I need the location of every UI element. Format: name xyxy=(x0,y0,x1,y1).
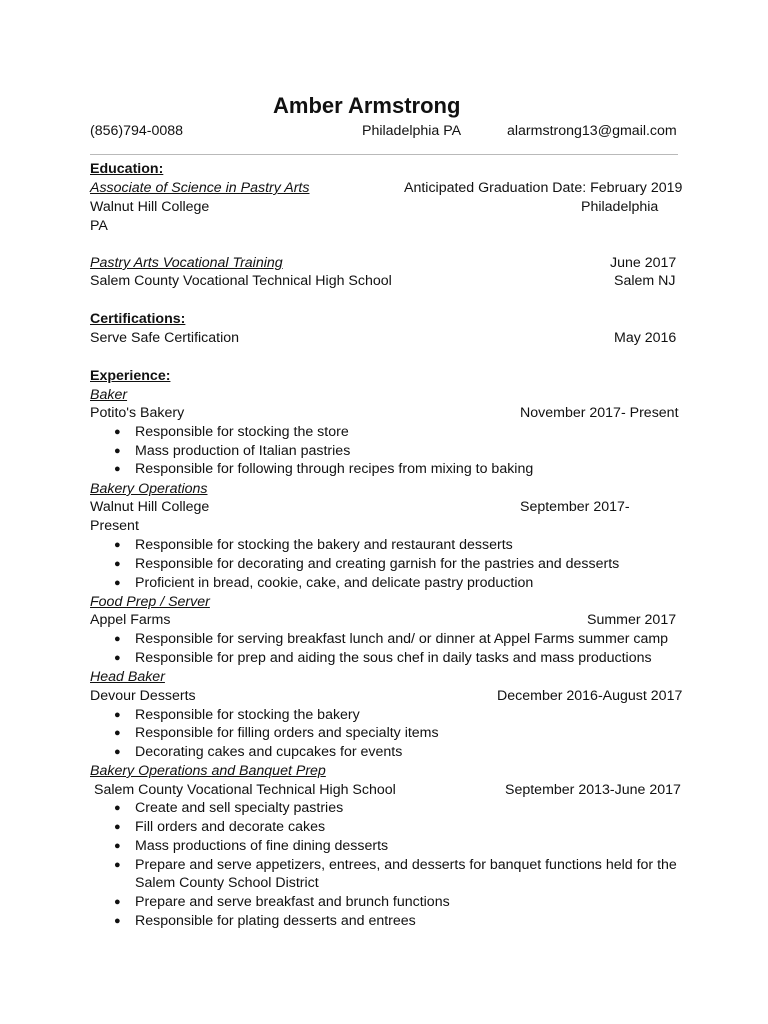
job-bullet: Responsible for filling orders and specialty items xyxy=(135,725,439,741)
job-bullet-cont: Salem County School District xyxy=(135,875,319,891)
training-location: Salem NJ xyxy=(614,273,676,289)
job-date: September 2013-June 2017 xyxy=(505,782,681,798)
job-bullet: Prepare and serve appetizers, entrees, and desserts for banquet functions held for the xyxy=(135,857,677,873)
job-bullet: Mass productions of fine dining desserts xyxy=(135,838,389,854)
job-org: Walnut Hill College xyxy=(90,499,210,515)
bullet-icon: ● xyxy=(114,802,121,814)
job-date: December 2016-August 2017 xyxy=(497,688,683,704)
email-address: alarmstrong13@gmail.com xyxy=(507,123,677,139)
certifications-heading: Certifications: xyxy=(90,311,186,327)
job-title: Bakery Operations xyxy=(90,481,208,497)
job-bullet: Responsible for decorating and creating garnish for the pastries and desserts xyxy=(135,556,620,572)
job-org: Potito's Bakery xyxy=(90,405,185,421)
job-org: Appel Farms xyxy=(90,612,171,628)
job-bullet: Responsible for stocking the bakery and restaurant desserts xyxy=(135,537,513,553)
certification-name: Serve Safe Certification xyxy=(90,330,240,346)
bullet-icon: ● xyxy=(114,652,121,664)
job-bullet: Mass production of Italian pastries xyxy=(135,443,351,459)
job-date: November 2017- Present xyxy=(520,405,679,421)
education-heading: Education: xyxy=(90,161,164,177)
header-divider xyxy=(90,154,678,155)
training-title: Pastry Arts Vocational Training xyxy=(90,255,283,271)
job-title: Head Baker xyxy=(90,669,165,685)
job-bullet: Responsible for prep and aiding the sous chef in daily tasks and mass productions xyxy=(135,650,652,666)
bullet-icon: ● xyxy=(114,840,121,852)
job-org: Salem County Vocational Technical High School xyxy=(94,782,396,798)
bullet-icon: ● xyxy=(114,539,121,551)
job-bullet: Responsible for stocking the bakery xyxy=(135,707,360,723)
bullet-icon: ● xyxy=(114,709,121,721)
degree-org: Walnut Hill College xyxy=(90,199,210,215)
job-date-cont: Present xyxy=(90,518,139,534)
bullet-icon: ● xyxy=(114,727,121,739)
bullet-icon: ● xyxy=(114,577,121,589)
training-org: Salem County Vocational Technical High School xyxy=(90,273,392,289)
bullet-icon: ● xyxy=(114,426,121,438)
job-bullet: Responsible for stocking the store xyxy=(135,424,349,440)
job-title: Food Prep / Server xyxy=(90,594,210,610)
job-bullet: Decorating cakes and cupcakes for events xyxy=(135,744,403,760)
bullet-icon: ● xyxy=(114,463,121,475)
degree-location: Philadelphia xyxy=(581,199,659,215)
job-title: Bakery Operations and Banquet Prep xyxy=(90,763,326,779)
training-date: June 2017 xyxy=(610,255,677,271)
bullet-icon: ● xyxy=(114,896,121,908)
job-bullet: Proficient in bread, cookie, cake, and delicate pastry production xyxy=(135,575,534,591)
certification-date: May 2016 xyxy=(614,330,677,346)
job-date: September 2017- xyxy=(520,499,630,515)
bullet-icon: ● xyxy=(114,633,121,645)
bullet-icon: ● xyxy=(114,821,121,833)
job-bullet: Fill orders and decorate cakes xyxy=(135,819,326,835)
job-bullet: Responsible for serving breakfast lunch and/ or dinner at Appel Farms summer camp xyxy=(135,631,669,647)
job-bullet: Create and sell specialty pastries xyxy=(135,800,344,816)
job-bullet: Responsible for plating desserts and entrees xyxy=(135,913,416,929)
job-bullet: Prepare and serve breakfast and brunch functions xyxy=(135,894,450,910)
location: Philadelphia PA xyxy=(362,123,462,139)
degree-title: Associate of Science in Pastry Arts xyxy=(90,180,310,196)
bullet-icon: ● xyxy=(114,445,121,457)
phone-number: (856)794-0088 xyxy=(90,123,184,139)
experience-heading: Experience: xyxy=(90,368,171,384)
job-date: Summer 2017 xyxy=(587,612,677,628)
job-org: Devour Desserts xyxy=(90,688,196,704)
job-bullet: Responsible for following through recipes from mixing to baking xyxy=(135,461,534,477)
bullet-icon: ● xyxy=(114,915,121,927)
degree-date: Anticipated Graduation Date: February 2019 xyxy=(404,180,683,196)
bullet-icon: ● xyxy=(114,746,121,758)
degree-location-cont: PA xyxy=(90,218,108,234)
bullet-icon: ● xyxy=(114,558,121,570)
job-title: Baker xyxy=(90,387,128,403)
resume-name: Amber Armstrong xyxy=(273,93,461,118)
bullet-icon: ● xyxy=(114,859,121,871)
